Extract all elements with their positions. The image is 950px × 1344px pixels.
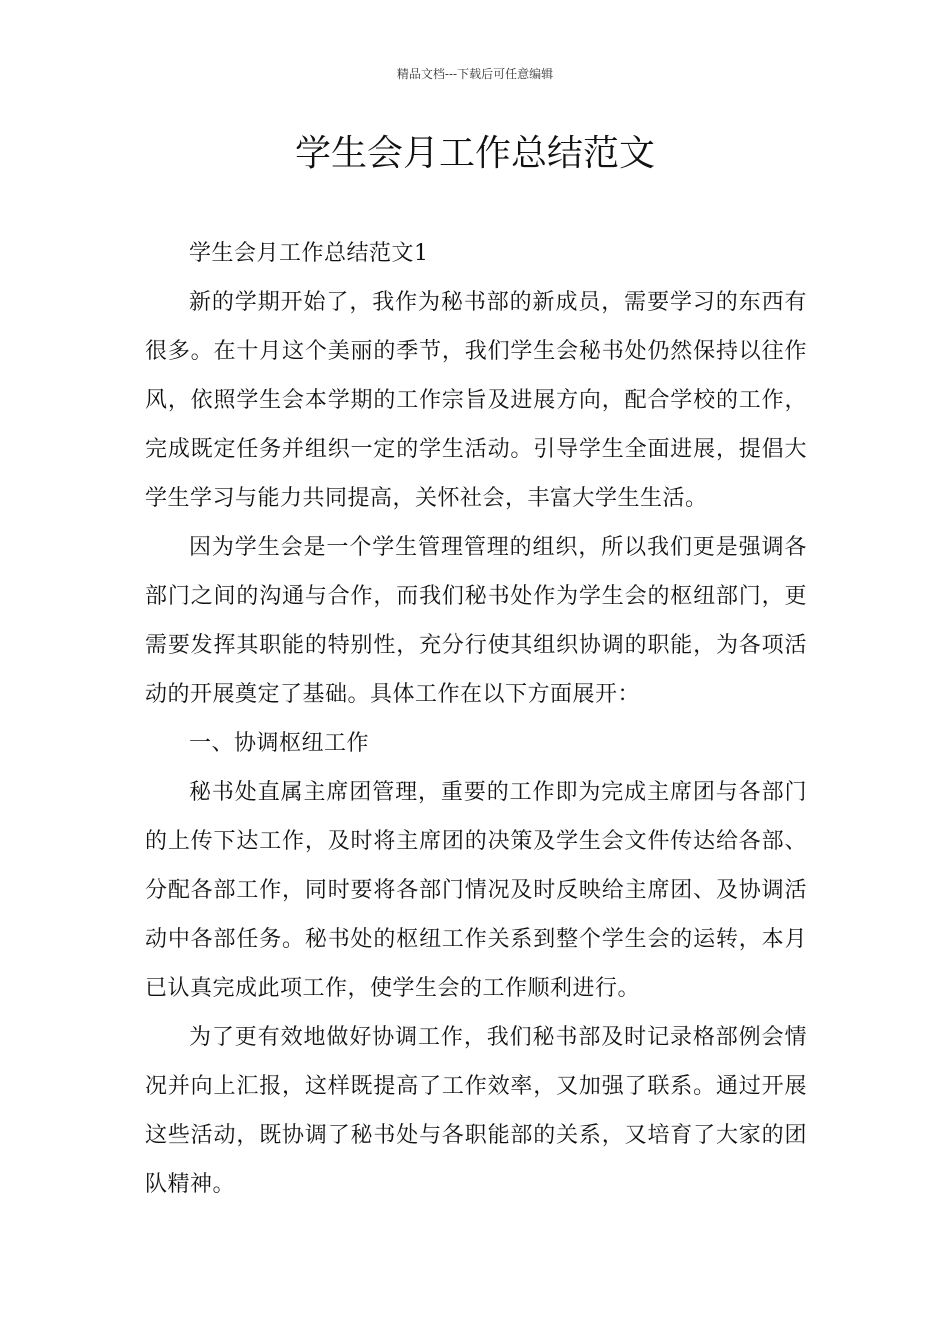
header-note: 精品文档---下载后可任意编辑 <box>396 67 554 81</box>
paragraph-coordination: 秘书处直属主席团管理，重要的工作即为完成主席团与各部门的上传下达工作，及时将主席团的决策及学生会文件传达给各部、分配各部工作，同时要将各部门情况及时反映给主席团、及协调活动中各部任务。秘书处的枢纽工作关系到整个学生会的运转，本月已认真完成此项工作，使学生会的工作顺利进行。 <box>145 780 807 1001</box>
document-title: 学生会月工作总结范文 <box>294 133 655 174</box>
document-body <box>145 229 807 1209</box>
paragraph-organization: 因为学生会是一个学生管理管理的组织，所以我们更是强调各部门之间的沟通与合作，而我们秘书处作为学生会的枢纽部门，更需要发挥其职能的特别性，充分行使其组织协调的职能，为各项活动的开展奠定了基础。具体工作在以下方面展开： <box>145 535 807 707</box>
section-heading-1: 学生会月工作总结范文1 <box>189 241 429 266</box>
section-heading-coordination: 一、协调枢纽工作 <box>189 731 370 756</box>
paragraph-intro: 新的学期开始了，我作为秘书部的新成员，需要学习的东西有很多。在十月这个美丽的季节，我们学生会秘书处仍然保持以往作风，依照学生会本学期的工作宗旨及进展方向，配合学校的工作，完成既定任务并组织一定的学生活动。引导学生全面进展，提倡大学生学习与能力共同提高，关怀社会，丰富大学生生活。 <box>145 290 807 511</box>
paragraph-efficiency: 为了更有效地做好协调工作，我们秘书部及时记录格部例会情况并向上汇报，这样既提高了工作效率，又加强了联系。通过开展这些活动，既协调了秘书处与各职能部的关系，又培育了大家的团队精神。 <box>145 1025 807 1197</box>
